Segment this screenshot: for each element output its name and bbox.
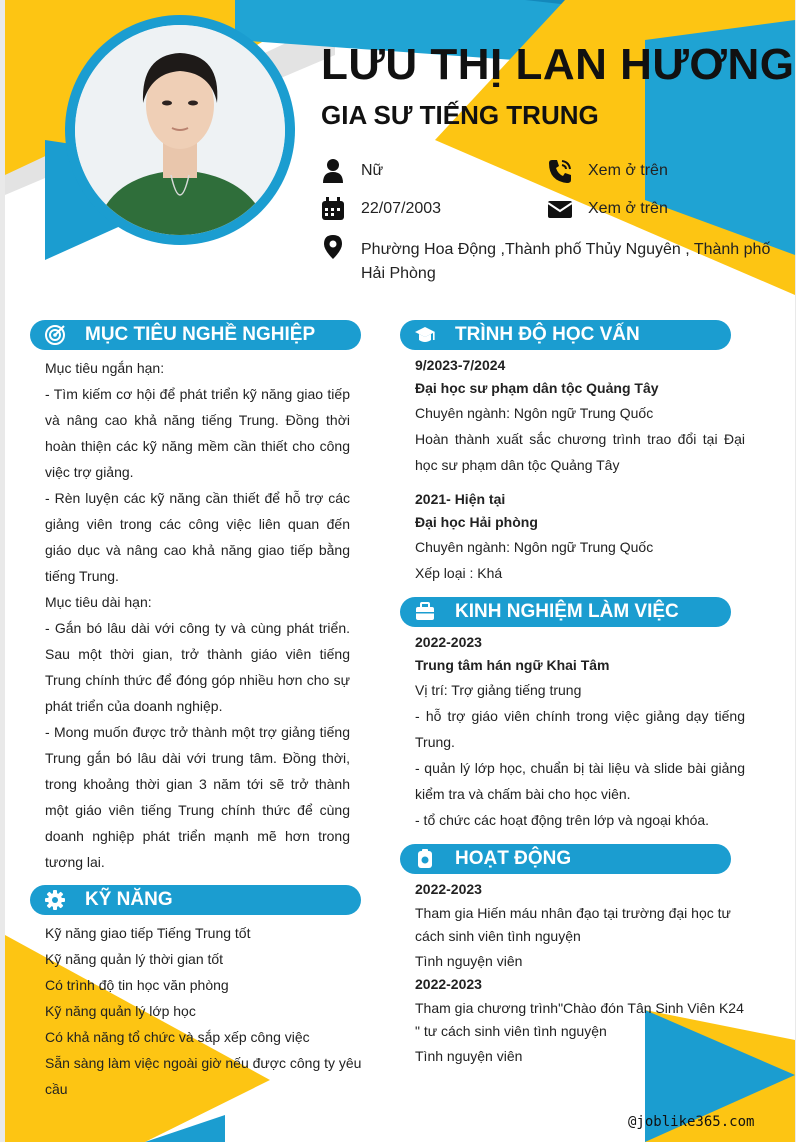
activity-entry bbox=[415, 878, 745, 973]
entry-date: 2022-2023 bbox=[415, 634, 482, 650]
profile-photo bbox=[75, 25, 285, 235]
briefcase-icon bbox=[414, 601, 436, 623]
cv-page bbox=[5, 0, 795, 1142]
envelope-icon bbox=[547, 196, 573, 222]
skill-item: Sẵn sàng làm việc ngoài giờ nếu được công ty yêu cầu bbox=[45, 1055, 362, 1097]
email-value: Xem ở trên bbox=[588, 200, 668, 217]
objective-paragraph: - Gắn bó lâu dài với công ty và cùng phát triển. Sau một thời gian, trở thành giáo viên tiếng Trung chính thức để đóng góp nhiều hơn cho sự phát triển của doanh nghiệp. bbox=[45, 620, 350, 714]
entry-date: 2021- Hiện tại bbox=[415, 491, 506, 507]
section-title: TRÌNH ĐỘ HỌC VẤN bbox=[455, 324, 640, 345]
entry-line: Xếp loại : Khá bbox=[415, 565, 503, 581]
section-title: KỸ NĂNG bbox=[85, 889, 173, 910]
entry-line: Tình nguyện viên bbox=[415, 953, 523, 969]
entry-line: Hoàn thành xuất sắc chương trình trao đổi tại Đại học sư phạm dân tộc Quảng Tây bbox=[415, 431, 745, 473]
graduation-cap-icon bbox=[414, 324, 436, 346]
badge-icon bbox=[414, 848, 436, 870]
section-header-skills bbox=[30, 885, 361, 915]
birthdate-value: 22/07/2003 bbox=[361, 200, 442, 217]
entry-date: 9/2023-7/2024 bbox=[415, 357, 506, 373]
activity-entry bbox=[415, 973, 745, 1068]
entry-line: - tổ chức các hoạt động trên lớp và ngoại khóa. bbox=[415, 812, 710, 828]
location-pin-icon bbox=[320, 234, 346, 260]
entry-organization: Đại học sư phạm dân tộc Quảng Tây bbox=[415, 380, 659, 396]
entry-line: Chuyên ngành: Ngôn ngữ Trung Quốc bbox=[415, 539, 654, 555]
calendar-icon bbox=[320, 196, 346, 222]
entry-organization: Trung tâm hán ngữ Khai Tâm bbox=[415, 657, 610, 673]
person-icon bbox=[320, 158, 346, 184]
section-title: HOẠT ĐỘNG bbox=[455, 848, 572, 869]
entry-organization: Đại học Hải phòng bbox=[415, 514, 538, 530]
gender-value: Nữ bbox=[361, 162, 384, 179]
section-header-activities bbox=[400, 844, 731, 874]
skill-item: Kỹ năng giao tiếp Tiếng Trung tốt bbox=[45, 925, 251, 941]
objective-paragraph: - Tìm kiếm cơ hội để phát triển kỹ năng giao tiếp và nâng cao khả năng tiếng Trung. Đồng thời hoàn thiện các kỹ năng mềm cần thiết cho công việc trợ giảng. bbox=[45, 386, 350, 480]
phone-value: Xem ở trên bbox=[588, 162, 668, 179]
objective-paragraph: Mục tiêu dài hạn: bbox=[45, 594, 152, 610]
education-entry bbox=[415, 488, 745, 586]
objective-body bbox=[45, 355, 350, 875]
gear-icon bbox=[44, 889, 66, 911]
candidate-name: LƯU THỊ LAN HƯƠNG bbox=[321, 40, 795, 89]
address-value: Phường Hoa Động ,Thành phố Thủy Nguyên , Thành phố Hải Phòng bbox=[361, 241, 771, 282]
skills-list bbox=[45, 920, 365, 1102]
site-watermark: @joblike365.com bbox=[628, 1114, 755, 1130]
experience-entry bbox=[415, 631, 745, 833]
entry-line: Tham gia Hiến máu nhân đạo tại trường đại học tư cách sinh viên tình nguyện bbox=[415, 905, 731, 944]
entry-line: Chuyên ngành: Ngôn ngữ Trung Quốc bbox=[415, 405, 654, 421]
objective-paragraph: Mục tiêu ngắn hạn: bbox=[45, 360, 165, 376]
entry-date: 2022-2023 bbox=[415, 881, 482, 897]
entry-date: 2022-2023 bbox=[415, 976, 482, 992]
education-entry bbox=[415, 354, 745, 478]
phone-icon bbox=[547, 158, 573, 184]
entry-line: Tham gia chương trình"Chào đón Tân Sinh Viên K24 " tư cách sinh viên tình nguyện bbox=[415, 1000, 744, 1039]
objective-paragraph: - Rèn luyện các kỹ năng cần thiết để hỗ trợ các giảng viên trong các công việc liên quan đến giáo dục và nâng cao khả năng giao tiếp bằng tiếng Trung. bbox=[45, 490, 350, 584]
section-header-objective bbox=[30, 320, 361, 350]
entry-line: - quản lý lớp học, chuẩn bị tài liệu và slide bài giảng kiểm tra và chấm bài cho học viên. bbox=[415, 760, 745, 802]
section-title: KINH NGHIỆM LÀM VIỆC bbox=[455, 601, 679, 622]
skill-item: Kỹ năng quản lý lớp học bbox=[45, 1003, 196, 1019]
skill-item: Có khả năng tổ chức và sắp xếp công việc bbox=[45, 1029, 310, 1045]
section-title: MỤC TIÊU NGHỀ NGHIỆP bbox=[85, 324, 316, 345]
objective-paragraph: - Mong muốn được trở thành một trợ giảng tiếng Trung gắn bó lâu dài với trung tâm. Đồng thời, trong khoảng thời gian 3 năm tới sẽ trở thành một giáo viên tiếng Trung chính thức để cùng doanh nghiệp phát triển mạnh mẽ hơn trong tương lai. bbox=[45, 724, 350, 870]
skill-item: Có trình độ tin học văn phòng bbox=[45, 977, 229, 993]
target-icon bbox=[44, 324, 66, 346]
section-header-experience bbox=[400, 597, 731, 627]
entry-line: Vị trí: Trợ giảng tiếng trung bbox=[415, 682, 582, 698]
section-header-education bbox=[400, 320, 731, 350]
skill-item: Kỹ năng quản lý thời gian tốt bbox=[45, 951, 224, 967]
job-title: GIA SƯ TIẾNG TRUNG bbox=[321, 100, 599, 130]
entry-line: - hỗ trợ giáo viên chính trong việc giảng dạy tiếng Trung. bbox=[415, 708, 745, 750]
entry-line: Tình nguyện viên bbox=[415, 1048, 523, 1064]
